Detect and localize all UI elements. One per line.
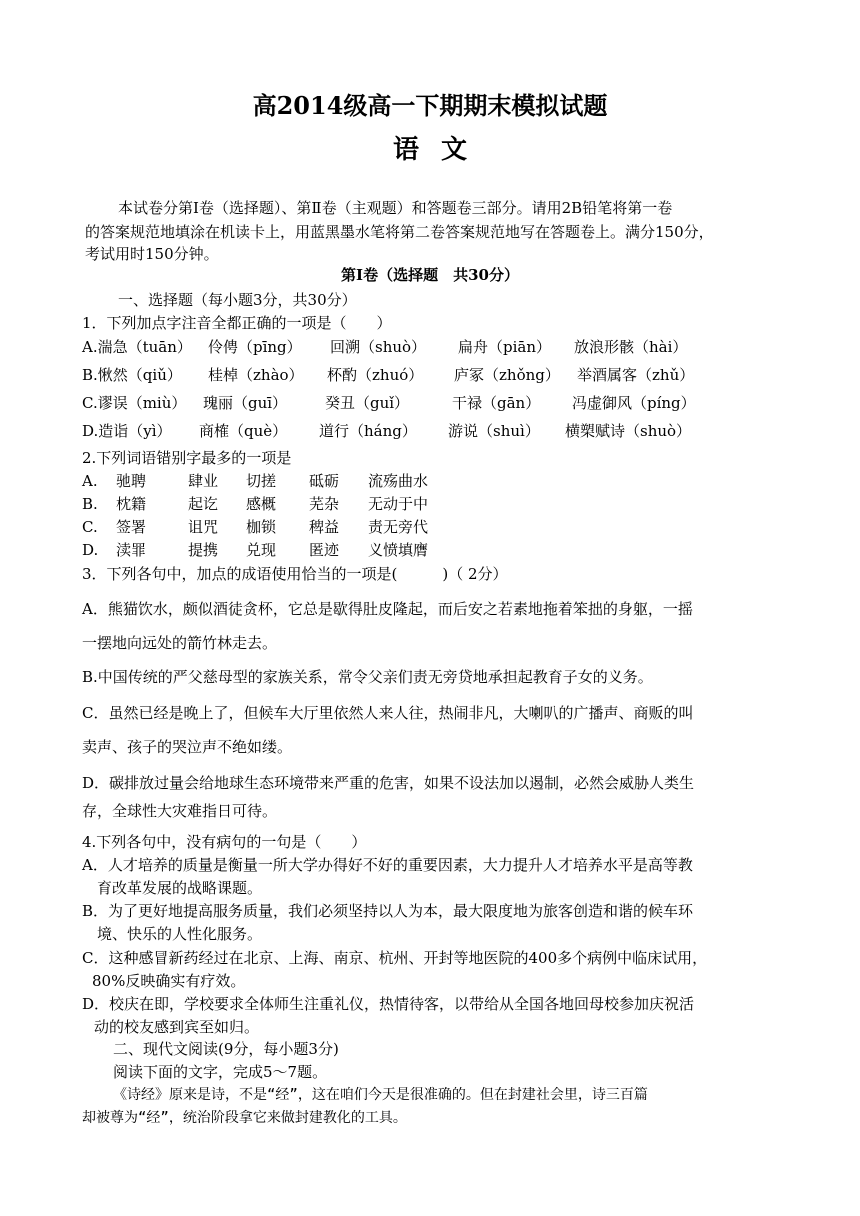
reading-instruction: 阅读下面的文字，完成5～7题。 xyxy=(113,1063,328,1081)
option-line: C．虽然已经是晚上了，但候车大厅里依然人来人往，热闹非凡，大喇叭的广播声、商贩的叫 xyxy=(82,704,694,722)
option-line: 存，全球性大灾难指日可待。 xyxy=(82,802,278,820)
option-item: 匿迹 xyxy=(309,541,340,559)
option-item: 桂棹（zhào） xyxy=(208,366,304,384)
option-item: 签署 xyxy=(116,518,147,536)
subject-title: 语文 xyxy=(392,135,489,165)
option-line: C．这种感冒新药经过在北京、上海、南京、杭州、开封等地医院的400多个病例中临床试用， xyxy=(82,949,708,967)
option-item: A. xyxy=(82,472,98,490)
option-item: 责无旁代 xyxy=(368,518,429,536)
option-item: 瑰丽（guī） xyxy=(203,394,288,412)
question-stem: 1．下列加点字注音全都正确的一项是（ ） xyxy=(82,314,392,332)
option-item: B. xyxy=(82,495,98,513)
option-line: D．碳排放过量会给地球生态环境带来严重的危害，如果不设法加以遏制，必然会威胁人类生 xyxy=(82,774,695,792)
option-item: 流殇曲水 xyxy=(368,472,429,490)
option-item: C. xyxy=(82,518,98,536)
option-item: 起讫 xyxy=(188,495,219,513)
option-item: 切搓 xyxy=(246,472,277,490)
option-line: 境、快乐的人性化服务。 xyxy=(97,925,263,943)
intro-line: 考试用时150分钟。 xyxy=(85,245,219,263)
option-line: 80%反映确实有疗效。 xyxy=(92,972,246,990)
option-item: 芜杂 xyxy=(309,495,340,513)
part-heading: 二、现代文阅读(9分，每小题3分) xyxy=(113,1040,339,1058)
option-line: B.中国传统的严父慈母型的家族关系，常令父亲们责无旁贷地承担起教育子女的义务。 xyxy=(82,668,653,686)
option-item: D. xyxy=(82,541,99,559)
option-item: A.湍急（tuān） xyxy=(82,338,192,356)
option-item: D.造诣（yì） xyxy=(82,422,172,440)
option-item: 稗益 xyxy=(309,518,340,536)
option-item: 枷锁 xyxy=(246,518,277,536)
option-item: 扁舟（piān） xyxy=(458,338,552,356)
option-item: 义愤填膺 xyxy=(368,541,429,559)
exam-title: 高2014级高一下期期末模拟试题 xyxy=(252,91,608,120)
question-stem: 4.下列各句中，没有病句的一句是（ ） xyxy=(82,833,367,851)
option-line: 卖声、孩子的哭泣声不绝如缕。 xyxy=(82,738,293,756)
option-item: 冯虚御风（píng） xyxy=(572,394,696,412)
option-item: 商榷（què） xyxy=(199,422,288,440)
option-item: 庐冢（zhǒng） xyxy=(454,366,560,384)
option-item: 杯酌（zhuó） xyxy=(327,366,424,384)
option-item: 感概 xyxy=(246,495,277,513)
option-item: B.愀然（qiǔ） xyxy=(82,366,182,384)
option-item: 横槊赋诗（shuò） xyxy=(565,422,692,440)
option-line: 育改革发展的战略课题。 xyxy=(97,879,263,897)
option-item: 肆业 xyxy=(188,472,219,490)
part-heading: 一、选择题（每小题3分，共30分） xyxy=(118,291,357,309)
option-item: 道行（háng） xyxy=(319,422,417,440)
option-item: 渎罪 xyxy=(116,541,147,559)
intro-line: 本试卷分第Ⅰ卷（选择题）、第Ⅱ卷（主观题）和答题卷三部分。请用2B铅笔将第一卷 xyxy=(118,199,673,217)
option-item: 干禄（gān） xyxy=(452,394,541,412)
option-line: A．熊猫饮水，颇似酒徒贪杯，它总是歇得肚皮隆起，而后安之若素地拖着笨拙的身躯，一摇 xyxy=(82,600,693,618)
section-title: 第Ⅰ卷（选择题 共30分） xyxy=(341,266,519,284)
option-item: 枕籍 xyxy=(116,495,147,513)
option-line: 动的校友感到宾至如归。 xyxy=(94,1018,260,1036)
option-item: 提携 xyxy=(188,541,219,559)
option-item: 无动于中 xyxy=(368,495,429,513)
passage-line: 《诗经》原来是诗，不是“经”，这在咱们今天是很准确的。但在封建社会里，诗三百篇 xyxy=(113,1087,648,1103)
option-item: 伶俜（pīng） xyxy=(208,338,302,356)
question-stem: 2.下列词语错别字最多的一项是 xyxy=(82,449,292,467)
option-item: 举酒属客（zhǔ） xyxy=(577,366,695,384)
option-item: 回溯（shuò） xyxy=(330,338,427,356)
option-item: 放浪形骸（hài） xyxy=(574,338,688,356)
question-stem: 3．下列各句中，加点的成语使用恰当的一项是( )（ 2分） xyxy=(82,565,508,583)
option-item: 游说（shuì） xyxy=(448,422,540,440)
option-line: 一摆地向远处的箭竹林走去。 xyxy=(82,634,278,652)
option-line: D．校庆在即，学校要求全体师生注重礼仪，热情待客，以带给从全国各地回母校参加庆祝活 xyxy=(82,995,695,1013)
option-item: 驰聘 xyxy=(116,472,147,490)
intro-line: 的答案规范地填涂在机读卡上，用蓝黑墨水笔将第二卷答案规范地写在答题卷上。满分150分， xyxy=(85,223,714,241)
option-item: 砥砺 xyxy=(309,472,340,490)
option-item: 癸丑（guǐ） xyxy=(325,394,410,412)
option-item: 诅咒 xyxy=(188,518,219,536)
option-line: A．人才培养的质量是衡量一所大学办得好不好的重要因素，大力提升人才培养水平是高等教 xyxy=(82,856,693,874)
option-line: B．为了更好地提高服务质量，我们必须坚持以人为本，最大限度地为旅客创造和谐的候车环 xyxy=(82,902,694,920)
option-item: C.谬误（miù） xyxy=(82,394,187,412)
option-item: 兑现 xyxy=(246,541,277,559)
passage-line: 却被尊为“经”，统治阶段拿它来做封建教化的工具。 xyxy=(82,1110,407,1126)
